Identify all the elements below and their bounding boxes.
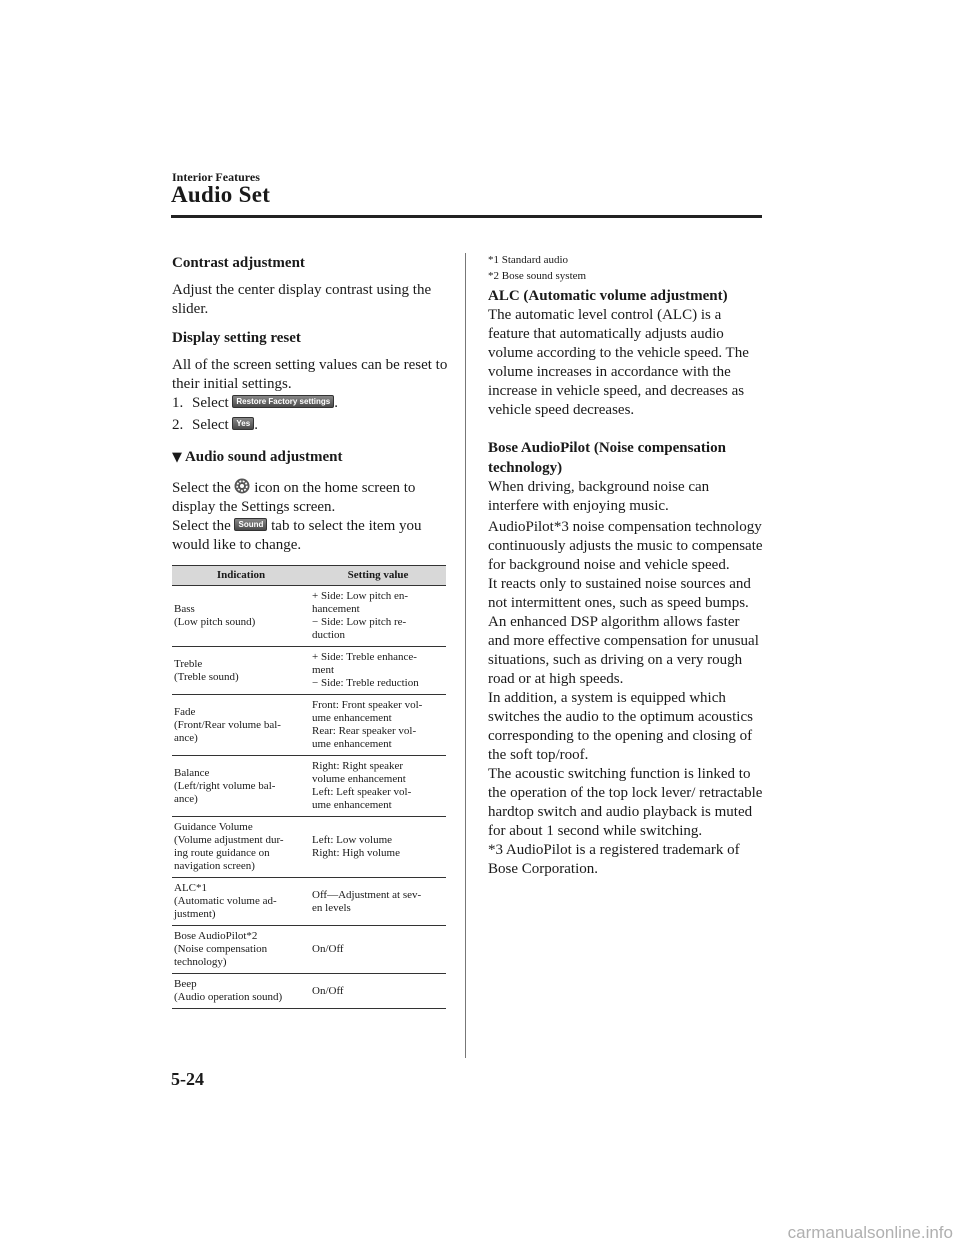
cell-line: + Side: Low pitch en- <box>312 590 409 602</box>
cell-line: ance) <box>174 731 198 744</box>
cell-line: Left: Low volume <box>312 834 393 846</box>
cell-line: (Volume adjustment dur- <box>174 834 284 846</box>
cell-line: ALC*1 <box>174 882 207 894</box>
step-period: . <box>334 395 338 411</box>
table-body <box>172 586 446 1009</box>
audio-text-2 <box>172 517 457 555</box>
gear-icon <box>234 478 250 494</box>
audio-text-1 <box>172 478 457 517</box>
footnote-2: *2 Bose sound system <box>488 270 587 282</box>
contrast-text: Adjust the center display contrast using the slider. <box>172 282 432 317</box>
reset-step-2 <box>172 416 457 435</box>
footnote-1: *1 Standard audio <box>488 254 569 266</box>
reset-text: All of the screen setting values can be reset to their initial settings. <box>172 357 448 392</box>
cell-line: ume enhancement <box>312 799 392 811</box>
reset-heading: Display setting reset <box>172 330 301 346</box>
sound-tab[interactable]: Sound <box>234 518 267 531</box>
indication-cell <box>172 926 310 974</box>
bose-heading: Bose AudioPilot (Noise compensation technology) <box>488 440 726 476</box>
cell-line: volume enhancement <box>312 773 406 785</box>
cell-line: Treble <box>174 657 203 670</box>
table-row <box>172 586 446 647</box>
step-number: 2. <box>172 417 184 433</box>
cell-line: Balance <box>174 766 210 779</box>
header-indication: Indication <box>172 566 310 586</box>
cell-line: ume enhancement <box>312 712 392 724</box>
bose-line: It reacts only to sustained noise sources and not intermittent ones, such as speed bumps. <box>488 576 751 611</box>
cell-line: (Noise compensation <box>174 943 268 955</box>
setting-value-cell <box>310 974 446 1009</box>
left-column <box>172 253 457 1009</box>
cell-line: ume enhancement <box>312 738 392 750</box>
bose-line: AudioPilot*3 noise compensation technology continuously adjusts the music to compensate for background noise and vehicle speed. <box>488 519 763 573</box>
cell-line: navigation screen) <box>174 860 255 872</box>
table-header-row <box>172 566 446 586</box>
audio-heading-text: Audio sound adjustment <box>184 449 343 465</box>
page-number: 5-24 <box>171 1069 204 1089</box>
indication-cell <box>172 756 310 817</box>
table-row <box>172 878 446 926</box>
reset-step-1 <box>172 394 457 413</box>
cell-line: Rear: Rear speaker vol- <box>312 725 417 737</box>
cell-line: ment <box>312 664 334 676</box>
cell-line: Right: High volume <box>312 847 400 859</box>
table-row <box>172 974 446 1009</box>
cell-line: Bose AudioPilot*2 <box>174 930 258 942</box>
setting-value-cell <box>310 647 446 695</box>
settings-table <box>172 565 446 1009</box>
bose-line: When driving, background noise can interfere with enjoying music. <box>488 479 710 514</box>
setting-value-cell <box>310 756 446 817</box>
yes-button[interactable]: Yes <box>232 417 254 430</box>
cell-line: Front: Front speaker vol- <box>312 699 423 711</box>
cell-line: Bass <box>174 603 195 615</box>
table-row <box>172 695 446 756</box>
cell-line: technology) <box>174 956 227 968</box>
contrast-heading: Contrast adjustment <box>172 255 305 271</box>
table-row <box>172 756 446 817</box>
cell-line: hancement <box>312 603 360 615</box>
setting-value-cell <box>310 878 446 926</box>
cell-line: Right: Right speaker <box>312 760 404 772</box>
audio-heading <box>172 447 457 468</box>
indication-cell <box>172 647 310 695</box>
cell-line: Fade <box>174 705 196 718</box>
indication-cell <box>172 817 310 878</box>
cell-line: (Low pitch sound) <box>174 616 256 628</box>
cell-line: Beep <box>174 978 197 990</box>
step-number: 1. <box>172 395 184 411</box>
indication-cell <box>172 586 310 647</box>
cell-line: Left: Left speaker vol- <box>312 786 412 798</box>
triangle-down-icon: ▼ <box>172 450 182 465</box>
cell-line: ance) <box>174 792 198 805</box>
table-row <box>172 647 446 695</box>
header-rule <box>171 215 762 218</box>
bose-line: In addition, a system is equipped which switches the audio to the optimum acoustics corresponding to the opening and closing of the soft top/roof. <box>488 690 753 763</box>
watermark: carmanualsonline.info <box>787 1223 953 1242</box>
header-setting-value: Setting value <box>310 566 446 586</box>
cell-line: ing route guidance on <box>174 847 270 859</box>
text-fragment: Select the <box>172 518 231 534</box>
column-divider <box>465 253 466 1058</box>
cell-line: en levels <box>312 901 351 914</box>
bose-line: *3 AudioPilot is a registered trademark of Bose Corporation. <box>488 842 740 877</box>
indication-cell <box>172 974 310 1009</box>
bose-line: The acoustic switching function is linked to the operation of the top lock lever/ retractable hardtop switch and audio playback is muted for about 1 second while switching. <box>488 766 763 839</box>
bose-line: An enhanced DSP algorithm allows faster and more effective compensation for unusual situations, such as driving on a very rough road or at high speeds. <box>488 614 759 687</box>
setting-value-cell <box>310 695 446 756</box>
cell-line: (Automatic volume ad- <box>174 895 277 907</box>
cell-line: (Front/Rear volume bal- <box>174 718 281 731</box>
setting-value-cell <box>310 926 446 974</box>
table-row <box>172 817 446 878</box>
text-fragment: tab to select the item you would like to change. <box>172 518 422 553</box>
cell-line: On/Off <box>312 943 344 955</box>
cell-line: duction <box>312 629 345 641</box>
section-label: Interior Features <box>172 170 260 184</box>
page-title: Audio Set <box>171 182 271 207</box>
cell-line: (Left/right volume bal- <box>174 779 276 792</box>
cell-line: justment) <box>174 908 216 920</box>
restore-factory-settings-button[interactable]: Restore Factory settings <box>232 395 334 408</box>
setting-value-cell <box>310 817 446 878</box>
cell-line: (Audio operation sound) <box>174 991 283 1003</box>
bose-body <box>488 478 763 879</box>
alc-text: The automatic level control (ALC) is a feature that automatically adjusts audio volume according to the vehicle speed. The volume increases in accordance with the increase in vehicle speed, and decreases as vehicle speed decreases. <box>488 307 749 418</box>
step-text: Select <box>192 395 229 411</box>
right-column <box>488 253 763 879</box>
cell-line: On/Off <box>312 984 344 997</box>
indication-cell <box>172 695 310 756</box>
cell-line: + Side: Treble enhance- <box>312 651 417 663</box>
text-fragment: Select the <box>172 480 231 496</box>
cell-line: − Side: Low pitch re- <box>312 616 407 628</box>
cell-line: (Treble sound) <box>174 670 239 683</box>
table-row <box>172 926 446 974</box>
cell-line: Off—Adjustment at sev- <box>312 888 422 901</box>
text-fragment: icon on the home screen to display the Settings screen. <box>172 480 416 515</box>
cell-line: − Side: Treble reduction <box>312 677 419 689</box>
step-period: . <box>254 417 258 433</box>
alc-heading: ALC (Automatic volume adjustment) <box>488 288 728 304</box>
step-text: Select <box>192 417 229 433</box>
cell-line: Guidance Volume <box>174 821 253 833</box>
indication-cell <box>172 878 310 926</box>
setting-value-cell <box>310 586 446 647</box>
